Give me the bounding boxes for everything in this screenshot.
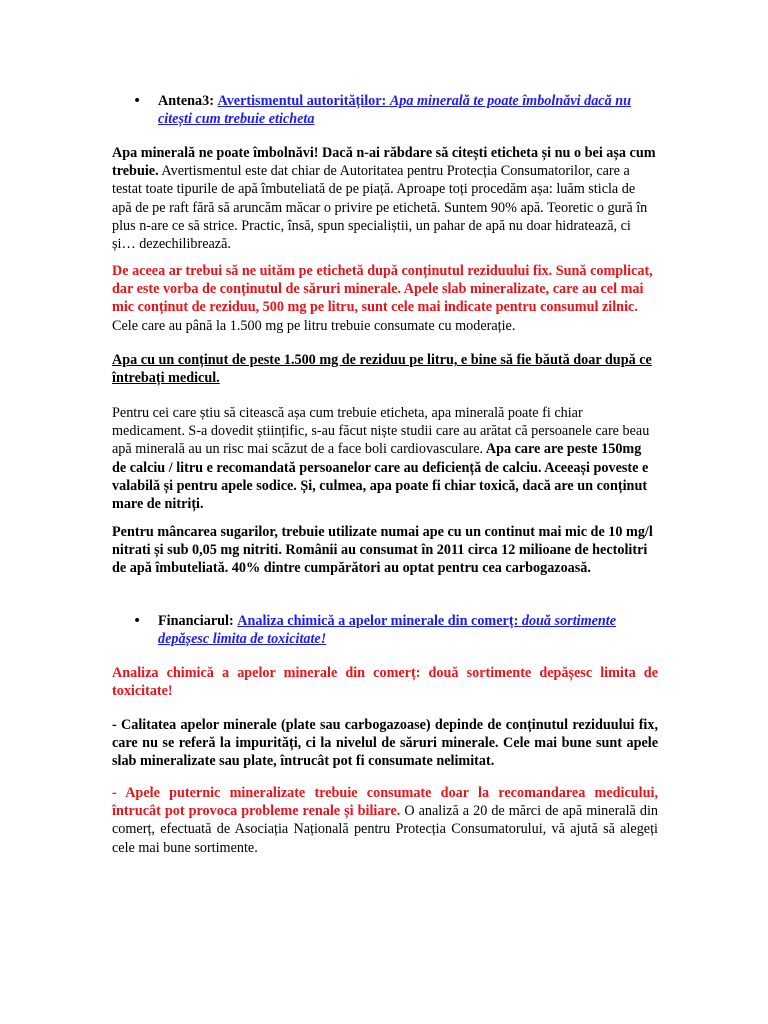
- bullet-item-antena3: [133, 92, 653, 128]
- article-link[interactable]: Avertismentul autorităților: Apa minerală te poate îmbolnăvi dacă nu citești cum trebuie eticheta: [158, 93, 632, 128]
- paragraph-7: - Calitatea apelor minerale (plate sau carbogazoase) depinde de conținutul reziduului fix, care nu se referă la impurități, ci la nivelul de săruri minerale. Cele mai bune sunt apele slab mineralizate sau plate, întrucât pot fi consumate nelimitat.: [112, 717, 658, 770]
- paragraph-6: Analiza chimică a apelor minerale din comerț: două sortimente depășesc limita de toxicitate!: [112, 665, 658, 700]
- paragraph-1: Apa minerală ne poate îmbolnăvi! Dacă n-ai răbdare să citești eticheta și nu o bei așa cum trebuie. Avertismentul este dat chiar de Autoritatea pentru Protecția Consumatorilor, care a testat toate tipurile de apă îmbuteliată de pe piață. Aproape toți procedăm așa: luăm sticla de apă de pe raft fără să aruncăm măcar o privire pe etichetă. Suntem 90% apă. Teoretic o gură în plus n-are ce să strice. Practic, însă, spun specialiștii, un pahar de apă nu doar hidratează, ci și… dezechilibrează.: [112, 145, 656, 253]
- paragraph-4: Pentru cei care știu să citească așa cum trebuie eticheta, apa minerală poate fi chiar medicament. S-a dovedit științific, s-au făcut niște studii care au arătat că persoanele care beau apă minerală au un risc mai scăzut de a face boli cardiovasculare. Apa care are peste 150mg de calciu / litru e recomandată persoanelor care au deficiență de calciu. Aceeași poveste e valabilă și pentru apele sodice. Și, culmea, apa poate fi chiar toxică, dacă are un conținut mare de nitriți.: [112, 405, 650, 513]
- paragraph-3: Apa cu un conținut de peste 1.500 mg de reziduu pe litru, e bine să fie băută doar după ce întrebați medicul.: [112, 352, 652, 387]
- paragraph-2: De aceea ar trebui să ne uităm pe etichetă după conținutul reziduului fix. Sună complicat, dar este vorba de conținutul de săruri minerale. Apele slab mineralizate, care au cel mai mic conținut de reziduu, 500 mg pe litru, sunt cele mai indicate pentru consumul zilnic. Cele care au până la 1.500 mg pe litru trebuie consumate cu moderație.: [112, 263, 653, 334]
- bullet-icon: [133, 92, 159, 110]
- paragraph-8: - Apele puternic mineralizate trebuie consumate doar la recomandarea medicului, întrucât pot provoca probleme renale și biliare. O analiză a 20 de mărci de apă minerală din comerț, efectuată de Asociația Națională pentru Protecția Consumatorului, vă ajută să alegeți cele mai bune sortimente.: [112, 785, 658, 856]
- bullet-icon: [133, 612, 159, 630]
- article-link[interactable]: Analiza chimică a apelor minerale din comerț: două sortimente depășesc limita de toxicitate!: [158, 613, 617, 648]
- bullet-item-financiarul: [133, 612, 653, 648]
- source-label: Financiarul:: [158, 613, 234, 629]
- source-label: Antena3:: [158, 93, 214, 109]
- paragraph-5: Pentru mâncarea sugarilor, trebuie utilizate numai ape cu un continut mai mic de 10 mg/l nitrati și sub 0,05 mg nitriti. Românii au consumat în 2011 circa 12 milioane de hectolitri de apă îmbuteliată. 40% dintre cumpărători au optat pentru cea carbogazoasă.: [112, 524, 653, 577]
